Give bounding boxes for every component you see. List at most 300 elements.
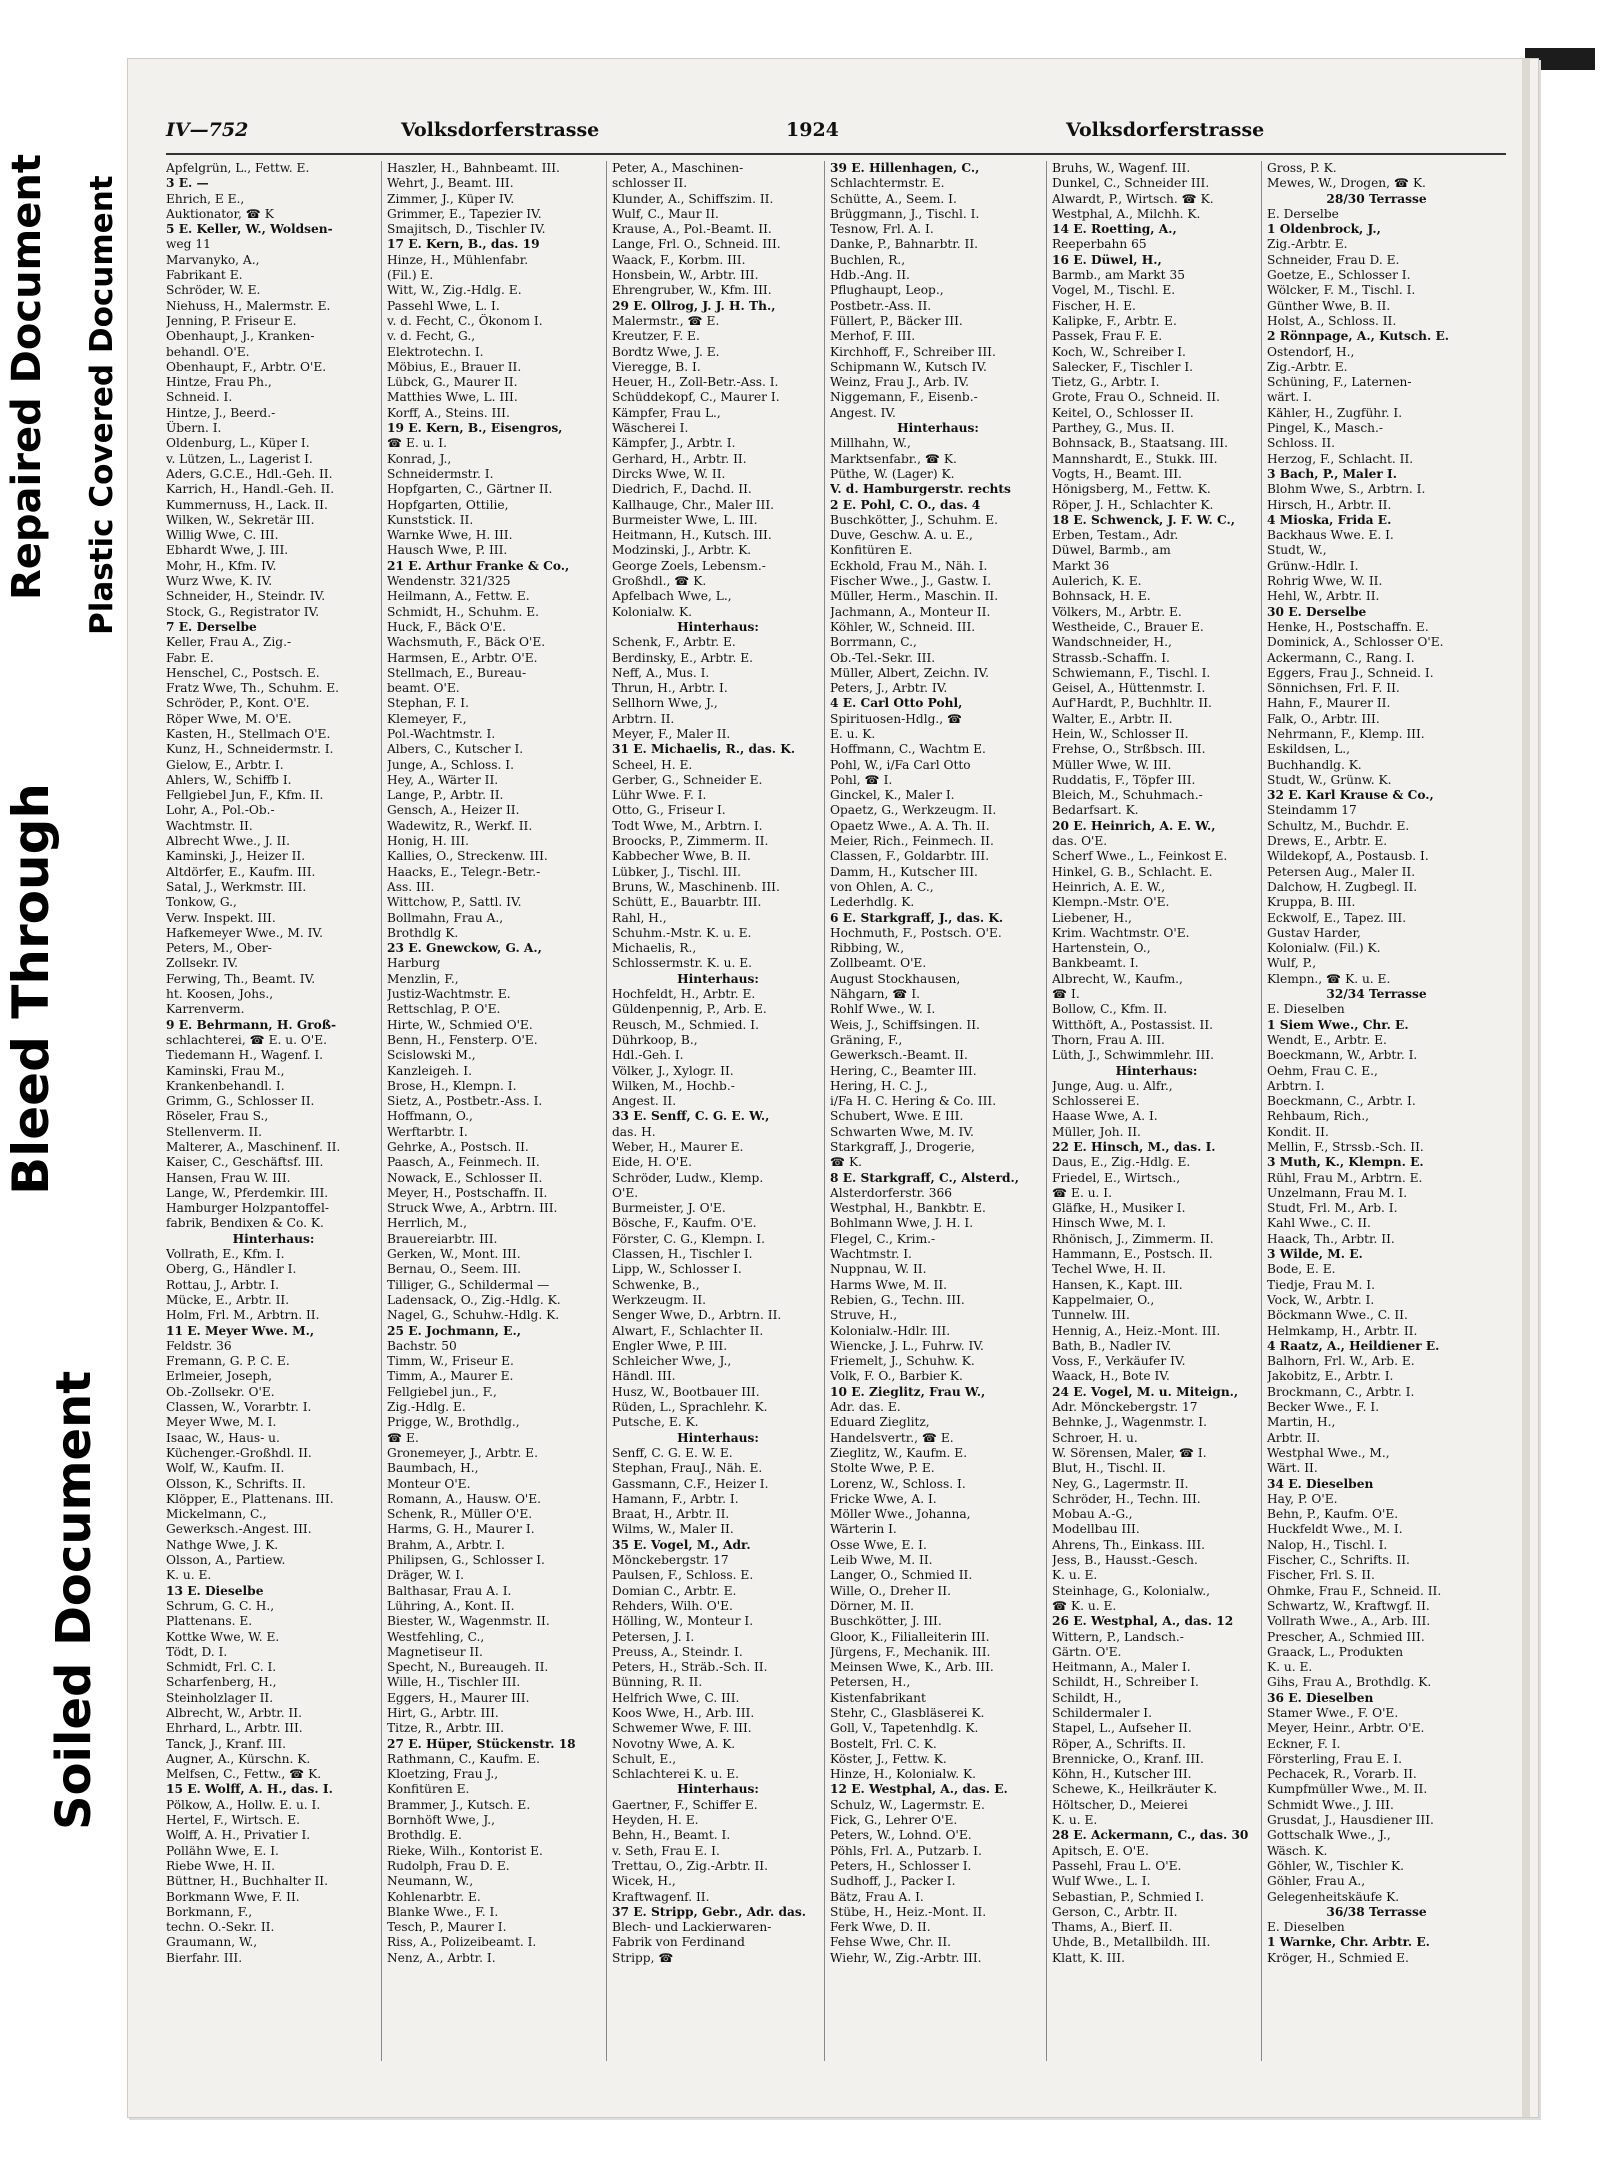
- directory-entry: Vollrath Wwe., A., Arb. III.: [1267, 1614, 1431, 1629]
- directory-entry: Ney, G., Lagermstr. II.: [1052, 1476, 1189, 1491]
- directory-entry: Kämpfer, Frau L.,: [612, 405, 721, 420]
- directory-entry: Wildekopf, A., Postausb. I.: [1267, 849, 1429, 864]
- directory-entry: Burmeister, J. O'E.: [612, 1201, 726, 1216]
- directory-entry: Zollsekr. IV.: [166, 956, 239, 971]
- directory-entry: V. d. Hamburgerstr. rechts: [830, 482, 1011, 497]
- directory-entry: 36/38 Terrasse: [1326, 1904, 1427, 1919]
- directory-entry: Rehbaum, Rich.,: [1267, 1109, 1369, 1124]
- directory-entry: Haack, Th., Arbtr. II.: [1267, 1231, 1395, 1246]
- directory-entry: Hdl.-Geh. I.: [612, 1048, 684, 1063]
- directory-entry: Bollow, C., Kfm. II.: [1052, 1002, 1168, 1017]
- directory-entry: Schroer, H. u.: [1052, 1430, 1138, 1445]
- directory-entry: Kabbecher Wwe, B. II.: [612, 849, 751, 864]
- directory-entry: Kanzleigeh. I.: [387, 1063, 472, 1078]
- directory-entry: Gräning, F.,: [830, 1032, 903, 1047]
- directory-entry: Damm, H., Kutscher III.: [830, 864, 978, 879]
- directory-entry: Braat, H., Arbtr. II.: [612, 1507, 730, 1522]
- directory-entry: ☎ K. u. E.: [1052, 1598, 1117, 1613]
- directory-entry: Romann, A., Hausw. O'E.: [387, 1491, 542, 1506]
- directory-entry: Hansen, K., Kapt. III.: [1052, 1277, 1183, 1292]
- directory-entry: Studt, W., Grünw. K.: [1267, 772, 1392, 787]
- directory-entry: Peters, W., Lohnd. O'E.: [830, 1828, 972, 1843]
- directory-entry: Gottschalk Wwe., J.,: [1267, 1828, 1391, 1843]
- directory-entry: Hönigsberg, M., Fettw. K.: [1052, 482, 1211, 497]
- directory-entry: Schwemer Wwe, F. III.: [612, 1721, 752, 1736]
- directory-entry: Passehl Wwe, L. I.: [387, 298, 500, 313]
- directory-entry: Ohmke, Frau F., Schneid. II.: [1267, 1583, 1442, 1598]
- directory-entry: Kunz, H., Schneidermstr. I.: [166, 742, 334, 757]
- directory-entry: Hamann, F., Arbtr. I.: [612, 1491, 739, 1506]
- directory-entry: Gelegenheitskäufe K.: [1267, 1889, 1400, 1904]
- directory-entry: Koch, W., Schreiber I.: [1052, 344, 1186, 359]
- directory-entry: Jenning, P. Friseur E.: [166, 313, 297, 328]
- directory-entry: Behn, P., Kaufm. O'E.: [1267, 1507, 1399, 1522]
- directory-entry: Niehuss, H., Malermstr. E.: [166, 298, 331, 313]
- directory-entry: Pflughaupt, Leop.,: [830, 283, 944, 298]
- directory-entry: Kähler, H., Zugführ. I.: [1267, 405, 1403, 420]
- directory-entry: Jakobitz, E., Arbtr. I.: [1267, 1369, 1394, 1384]
- directory-entry: Smajitsch, D., Tischler IV.: [387, 222, 546, 237]
- directory-entry: Bleich, M., Schuhmach.-: [1052, 788, 1203, 803]
- directory-entry: Zig.-Arbtr. E.: [1267, 237, 1348, 252]
- directory-entry: Eide, H. O'E.: [612, 1155, 693, 1170]
- directory-entry: 3 Muth, K., Klempn. E.: [1267, 1155, 1424, 1170]
- directory-entry: Spirituosen-Hdlg., ☎: [830, 711, 963, 726]
- directory-entry: 32/34 Terrasse: [1326, 987, 1427, 1002]
- directory-entry: Wendt, E., Arbtr. E.: [1267, 1032, 1387, 1047]
- directory-entry: Buschkötter, J., Schuhm. E.: [830, 512, 999, 527]
- directory-entry: Vogts, H., Beamt. III.: [1052, 466, 1182, 481]
- directory-entry: 7 E. Derselbe: [166, 619, 257, 634]
- directory-entry: 31 E. Michaelis, R., das. K.: [612, 742, 796, 757]
- directory-entry: Nuppnau, W. II.: [830, 1262, 927, 1277]
- directory-entry: Bath, B., Nadler IV.: [1052, 1338, 1172, 1353]
- directory-entry: Krankenbehandl. I.: [166, 1078, 285, 1093]
- directory-entry: Stapel, L., Aufseher II.: [1052, 1721, 1192, 1736]
- directory-entry: Starkgraff, J., Drogerie,: [830, 1140, 975, 1154]
- directory-entry: Wolf, W., Kaufm. II.: [166, 1461, 285, 1476]
- directory-entry: Heilmann, A., Fettw. E.: [387, 589, 530, 604]
- directory-entry: Elektrotechn. I.: [387, 344, 484, 359]
- directory-entry: 26 E. Westphal, A., das. 12: [1052, 1614, 1234, 1629]
- directory-entry: Henschel, C., Postsch. E.: [166, 665, 320, 680]
- directory-entry: Volk, F. O., Barbier K.: [830, 1369, 963, 1384]
- directory-entry: Lange, Frl. O., Schneid. III.: [612, 237, 781, 252]
- directory-entry: Schuhm.-Mstr. K. u. E.: [612, 925, 752, 940]
- directory-entry: E. Dieselben: [1267, 1002, 1345, 1017]
- side-labels-strip: [0, 0, 125, 2177]
- directory-entry: Blanke Wwe., F. I.: [387, 1904, 499, 1919]
- directory-entry: Schubert, Wwe. E III.: [830, 1109, 964, 1124]
- directory-entry: Salecker, F., Tischler I.: [1052, 359, 1194, 374]
- directory-entry: Bachstr. 50: [387, 1338, 457, 1353]
- directory-entry: Parthey, G., Mus. II.: [1052, 421, 1175, 436]
- directory-entry: Albrecht, W., Arbtr. II.: [166, 1705, 302, 1720]
- directory-entry: Hering, C., Beamter III.: [830, 1063, 977, 1078]
- directory-entry: Sebastian, P., Schmied I.: [1052, 1889, 1204, 1904]
- directory-entry: Schröder, H., Techn. III.: [1052, 1491, 1201, 1506]
- directory-entry: Hochfeldt, H., Arbtr. E.: [612, 987, 756, 1002]
- directory-entry: Prigge, W., Brothdlg.,: [387, 1415, 520, 1430]
- directory-entry: Klatt, K. III.: [1052, 1950, 1125, 1965]
- directory-entry: Niggemann, F., Eisenb.-: [830, 390, 978, 405]
- directory-entry: Hertel, F., Wirtsch. E.: [166, 1813, 300, 1828]
- directory-entry: Danke, P., Bahnarbtr. II.: [830, 237, 979, 252]
- directory-entry: Klemeyer, F.,: [387, 711, 467, 726]
- directory-entry: Senff, C. G. E. W. E.: [612, 1445, 733, 1460]
- directory-entry: O'E.: [612, 1185, 639, 1200]
- directory-column-1: [166, 161, 381, 2061]
- side-label-repaired: Repaired Document: [4, 154, 50, 600]
- directory-entry: Techel Wwe, H. II.: [1052, 1262, 1166, 1277]
- directory-entry: Schlossermstr. K. u. E.: [612, 956, 752, 971]
- directory-entry: Sietz, A., Postbetr.-Ass. I.: [387, 1094, 543, 1109]
- directory-entry: Martin, H.,: [1267, 1415, 1336, 1430]
- directory-entry: Reusch, M., Schmied. I.: [612, 1017, 759, 1032]
- directory-entry: Petersen, H.,: [830, 1675, 911, 1690]
- directory-entry: ht. Koosen, Johs.,: [166, 987, 274, 1002]
- directory-entry: Dircks Wwe, W. II.: [612, 466, 726, 481]
- directory-entry: Müller, Joh. II.: [1052, 1124, 1141, 1139]
- directory-entry: Wittern, P., Landsch.-: [1052, 1629, 1184, 1644]
- directory-entry: Gielow, E., Arbtr. I.: [166, 757, 284, 772]
- directory-entry: Kohlenarbtr. E.: [387, 1889, 481, 1904]
- directory-entry: Hinterhaus:: [677, 1782, 759, 1797]
- directory-entry: Ruddatis, F., Töpfer III.: [1052, 772, 1196, 787]
- directory-entry: Jachmann, A., Monteur II.: [830, 604, 991, 619]
- directory-entry: Wäscherei I.: [612, 421, 689, 436]
- directory-entry: Thorn, Frau A. III.: [1052, 1032, 1165, 1047]
- directory-entry: Ehrengruber, W., Kfm. III.: [612, 283, 772, 298]
- directory-entry: Studt, W.,: [1267, 543, 1327, 558]
- directory-entry: Westphal Wwe., M.,: [1267, 1445, 1390, 1460]
- directory-entry: Müller Wwe, W. III.: [1052, 757, 1172, 772]
- directory-entry: Scislowski M.,: [387, 1048, 476, 1063]
- directory-entry: Goll, V., Tapetenhdlg. K.: [830, 1721, 979, 1736]
- directory-entry: Neff, A., Mus. I.: [612, 665, 710, 680]
- directory-entry: Ahlers, W., Schiffb I.: [166, 772, 292, 787]
- directory-entry: 3 Wilde, M. E.: [1267, 1247, 1363, 1262]
- directory-entry: Lühr Wwe. F. I.: [612, 788, 707, 803]
- directory-entry: Boeckmann, C., Arbtr. I.: [1267, 1094, 1416, 1109]
- directory-entry: Röper, J. H., Schlachter K.: [1052, 497, 1214, 512]
- directory-entry: wärt. I.: [1267, 390, 1312, 405]
- directory-entry: Riss, A., Polizeibeamt. I.: [387, 1935, 537, 1950]
- directory-entry: Arbtr. II.: [1267, 1430, 1321, 1445]
- directory-entry: 4 E. Carl Otto Pohl,: [830, 696, 963, 711]
- directory-entry: Bernau, O., Seem. III.: [387, 1262, 522, 1277]
- directory-entry: ☎ E. u. I.: [387, 436, 447, 451]
- directory-entry: 33 E. Senff, C. G. E. W.,: [612, 1109, 770, 1124]
- directory-entry: Grusdat, J., Hausdiener III.: [1267, 1813, 1434, 1828]
- directory-entry: Kistenfabrikant: [830, 1690, 926, 1705]
- directory-entry: Alsterdorferstr. 366: [830, 1185, 953, 1200]
- directory-entry: weg 11: [166, 237, 211, 252]
- directory-entry: Wachtmstr. II.: [166, 818, 253, 833]
- directory-entry: Tanck, J., Kranf. III.: [166, 1736, 287, 1751]
- directory-entry: Bohnsack, B., Staatsang. III.: [1052, 436, 1228, 451]
- directory-entry: Malermstr., ☎ E.: [612, 313, 720, 328]
- directory-entry: Sönnichsen, Frl. F. II.: [1267, 681, 1400, 696]
- directory-entry: Obenhaupt, J., Kranken-: [166, 329, 315, 344]
- directory-entry: Hinterhaus:: [677, 971, 759, 986]
- directory-entry: Brothdlg. E.: [387, 1828, 462, 1843]
- directory-entry: Justiz-Wachtmstr. E.: [387, 987, 511, 1002]
- directory-entry: Schipmann W., Kutsch IV.: [830, 359, 987, 374]
- directory-entry: Modellbau III.: [1052, 1522, 1140, 1537]
- directory-entry: Gloor, K., Filialleiterin III.: [830, 1629, 990, 1644]
- directory-entry: Kolonialw. K.: [612, 604, 692, 619]
- directory-entry: 20 E. Heinrich, A. E. W.,: [1052, 818, 1216, 833]
- directory-entry: schlosser II.: [612, 176, 688, 191]
- directory-entry: Junge, Aug. u. Alfr.,: [1052, 1078, 1173, 1093]
- directory-entry: Nagel, G., Schuhw.-Hdlg. K.: [387, 1308, 560, 1323]
- directory-entry: Malterer, A., Maschinenf. II.: [166, 1140, 341, 1154]
- directory-entry: Küchenger.-Großhdl. II.: [166, 1445, 312, 1460]
- directory-entry: Fratz Wwe, Th., Schuhm. E.: [166, 681, 340, 696]
- directory-entry: Bostelt, Frl. C. K.: [830, 1736, 937, 1751]
- directory-entry: Stübe, H., Heiz.-Mont. II.: [830, 1904, 987, 1919]
- directory-entry: Peters, H., Sträb.-Sch. II.: [612, 1660, 768, 1675]
- directory-entry: Lange, W., Pferdemkir. III.: [166, 1185, 329, 1200]
- directory-entry: Isaac, W., Haus- u.: [166, 1430, 280, 1445]
- directory-entry: Nähgarn, ☎ I.: [830, 987, 921, 1002]
- directory-entry: Wurz Wwe, K. IV.: [166, 574, 273, 589]
- directory-entry: Keitel, O., Schlosser II.: [1052, 405, 1194, 420]
- directory-entry: 25 E. Jochmann, E.,: [387, 1323, 521, 1338]
- directory-entry: Konrad, J.,: [387, 451, 452, 466]
- directory-entry: Monteur O'E.: [387, 1476, 471, 1491]
- directory-entry: das. H.: [612, 1124, 656, 1139]
- directory-entry: ☎ I.: [1052, 987, 1080, 1002]
- directory-entry: Hinkel, G. B., Schlacht. E.: [1052, 864, 1213, 879]
- directory-entry: 28 E. Ackermann, C., das. 30: [1052, 1828, 1249, 1843]
- directory-entry: Rohrig Wwe, W. II.: [1267, 574, 1383, 589]
- directory-entry: Karrenverm.: [166, 1002, 245, 1017]
- directory-entry: (Fil.) E.: [387, 268, 434, 283]
- directory-entry: Fabr. E.: [166, 650, 214, 665]
- directory-entry: Gerhard, H., Arbtr. II.: [612, 451, 747, 466]
- directory-entry: E. u. K.: [830, 726, 876, 741]
- directory-entry: v. d. Fecht, C., Ökonom I.: [387, 313, 543, 328]
- directory-entry: Hoffmann, C., Wachtm E.: [830, 742, 986, 757]
- directory-entry: ☎ E. u. I.: [1052, 1185, 1112, 1200]
- directory-entry: Schmidt, H., Schuhm. E.: [387, 604, 539, 619]
- directory-entry: Specht, N., Bureaugeh. II.: [387, 1660, 549, 1675]
- directory-entry: Angest. II.: [612, 1094, 677, 1109]
- directory-entry: Eckwolf, E., Tapez. III.: [1267, 910, 1407, 925]
- directory-entry: Rohlf Wwe., W. I.: [830, 1002, 936, 1017]
- directory-entry: Verw. Inspekt. III.: [166, 910, 276, 925]
- directory-entry: Harms Wwe, M. II.: [830, 1277, 948, 1292]
- directory-entry: Ob.-Tel.-Sekr. III.: [830, 650, 936, 665]
- directory-entry: Willig Wwe, C. III.: [166, 528, 279, 543]
- directory-entry: 4 Raatz, A., Heildiener E.: [1267, 1338, 1440, 1353]
- directory-entry: Hartenstein, O.,: [1052, 941, 1151, 956]
- directory-entry: Westheide, C., Brauer E.: [1052, 619, 1204, 634]
- directory-entry: Rahl, H.,: [612, 910, 667, 925]
- directory-entry: Wilken, M., Hochb.-: [612, 1078, 735, 1093]
- directory-entry: Huckfeldt Wwe., M. I.: [1267, 1522, 1403, 1537]
- directory-entry: Fischer, H. E.: [1052, 298, 1136, 313]
- directory-entry: 10 E. Zieglitz, Frau W.,: [830, 1384, 986, 1399]
- directory-entry: Zollbeamt. O'E.: [830, 956, 927, 971]
- directory-entry: Friedel, E., Wirtsch.,: [1052, 1170, 1181, 1185]
- directory-entry: Rottau, J., Arbtr. I.: [166, 1277, 279, 1292]
- directory-entry: 4 Mioska, Frida E.: [1267, 512, 1392, 527]
- directory-entry: Schlosserei E.: [1052, 1094, 1140, 1109]
- directory-entry: 39 E. Hillenhagen, C.,: [830, 161, 980, 175]
- directory-entry: Gustav Harder,: [1267, 925, 1361, 940]
- directory-entry: Oberg, G., Händler I.: [166, 1262, 297, 1277]
- directory-entry: Rudolph, Frau D. E.: [387, 1858, 510, 1873]
- directory-entry: Pohl, W., i/Fa Carl Otto: [830, 757, 971, 772]
- directory-entry: Schmidt Wwe., J. III.: [1267, 1797, 1394, 1812]
- directory-entry: Bünning, R. II.: [612, 1675, 703, 1690]
- directory-entry: Hirte, W., Schmied O'E.: [387, 1017, 533, 1032]
- directory-entry: Otto, G., Friseur I.: [612, 803, 726, 818]
- directory-entry: Händl. III.: [612, 1369, 676, 1384]
- directory-entry: Heuer, H., Zoll-Betr.-Ass. I.: [612, 375, 779, 390]
- directory-entry: Nenz, A., Arbtr. I.: [387, 1950, 496, 1965]
- directory-entry: Mellin, F., Strssb.-Sch. II.: [1267, 1140, 1424, 1154]
- directory-entry: 13 E. Dieselbe: [166, 1583, 264, 1598]
- directory-entry: Wulf, P.,: [1267, 956, 1317, 971]
- directory-entry: Domian C., Arbtr. E.: [612, 1583, 737, 1598]
- directory-entry: Hirt, G., Arbtr. III.: [387, 1705, 499, 1720]
- directory-entry: techn. O.-Sekr. II.: [166, 1920, 275, 1935]
- directory-entry: Helfrich Wwe, C. III.: [612, 1690, 740, 1705]
- directory-entry: Meyer Wwe, M. I.: [166, 1415, 277, 1430]
- directory-entry: Kaiser, C., Geschäftsf. III.: [166, 1155, 324, 1170]
- directory-entry: Plattenans. E.: [166, 1614, 253, 1629]
- directory-entry: Hein, W., Schlosser II.: [1052, 726, 1189, 741]
- directory-entry: Waack, H., Bote IV.: [1052, 1369, 1170, 1384]
- directory-entry: K. u. E.: [1052, 1813, 1098, 1828]
- directory-entry: Bordtz Wwe, J. E.: [612, 344, 720, 359]
- directory-entry: Albers, C., Kutscher I.: [387, 742, 524, 757]
- directory-entry: Tilliger, G., Schildermal —: [387, 1277, 550, 1292]
- directory-entry: Fellgiebel jun., F.,: [387, 1384, 497, 1399]
- directory-entry: Wiehr, W., Zig.-Arbtr. III.: [830, 1950, 982, 1965]
- directory-entry: Reeperbahn 65: [1052, 237, 1147, 252]
- directory-entry: Schüddekopf, C., Maurer I.: [612, 390, 780, 405]
- directory-entry: 29 E. Ollrog, J. J. H. Th.,: [612, 298, 776, 313]
- directory-entry: Klunder, A., Schiffszim. II.: [612, 191, 774, 206]
- side-label-soiled: Soiled Document: [46, 1370, 102, 1830]
- directory-entry: Gerber, G., Schneider E.: [612, 772, 763, 787]
- directory-entry: Aulerich, K. E.: [1052, 574, 1142, 589]
- directory-entry: Wehrt, J., Beamt. III.: [387, 176, 514, 191]
- directory-entry: Mewes, W., Drogen, ☎ K.: [1267, 176, 1426, 191]
- directory-entry: Kallies, O., Streckenw. III.: [387, 849, 548, 864]
- directory-entry: Kottke Wwe, W. E.: [166, 1629, 280, 1644]
- directory-entry: Putsche, E. K.: [612, 1415, 699, 1430]
- directory-entry: Gross, P. K.: [1267, 161, 1337, 175]
- directory-entry: schlachterei, ☎ E. u. O'E.: [166, 1032, 327, 1047]
- directory-entry: Gerson, C., Arbtr. II.: [1052, 1904, 1178, 1919]
- directory-entry: Hopfgarten, Ottilie,: [387, 497, 509, 512]
- directory-entry: Krim. Wachtmstr. O'E.: [1052, 925, 1190, 940]
- directory-entry: 9 E. Behrmann, H. Groß-: [166, 1017, 337, 1032]
- directory-entry: Düwel, Barmb., am: [1052, 543, 1171, 558]
- directory-entry: 11 E. Meyer Wwe. M.,: [166, 1323, 315, 1338]
- directory-entry: Lange, P., Arbtr. II.: [387, 788, 504, 803]
- directory-entry: Arbtrn. II.: [612, 711, 675, 726]
- directory-entry: Albrecht, W., Kaufm.,: [1052, 971, 1183, 986]
- directory-entry: Goetze, E., Schlosser I.: [1267, 268, 1411, 283]
- directory-entry: Strassb.-Schaffn. I.: [1052, 650, 1170, 665]
- directory-entry: 30 E. Derselbe: [1267, 604, 1367, 619]
- directory-entry: Buchlen, R.,: [830, 252, 906, 267]
- directory-entry: Rüden, L., Sprachlehr. K.: [612, 1400, 768, 1415]
- directory-entry: Boeckmann, W., Arbtr. I.: [1267, 1048, 1418, 1063]
- directory-entry: Menzlin, F.,: [387, 971, 459, 986]
- directory-entry: Wadewitz, R., Werkf. II.: [387, 818, 533, 833]
- directory-entry: 2 E. Pohl, C. O., das. 4: [830, 497, 981, 512]
- directory-entry: Stripp, ☎: [612, 1950, 674, 1965]
- directory-entry: Pingel, K., Masch.-: [1267, 421, 1384, 436]
- directory-entry: 18 E. Schwenck, J. F. W. C.,: [1052, 512, 1235, 527]
- directory-entry: Vollrath, E., Kfm. I.: [166, 1247, 285, 1262]
- directory-entry: Stock, G., Registrator IV.: [166, 604, 320, 619]
- directory-entry: Böckmann Wwe., C. II.: [1267, 1308, 1408, 1323]
- directory-entry: Fremann, G. P. C. E.: [166, 1354, 290, 1369]
- directory-entry: Pölkow, A., Hollw. E. u. I.: [166, 1797, 321, 1812]
- directory-entry: Leib Wwe, M. II.: [830, 1553, 933, 1568]
- directory-entry: Hinterhaus:: [897, 421, 979, 436]
- directory-entry: 21 E. Arthur Franke & Co.,: [387, 558, 570, 573]
- directory-entry: Arbtrn. I.: [1267, 1078, 1325, 1093]
- directory-entry: Petersen, J. I.: [612, 1629, 695, 1644]
- directory-entry: Rathmann, C., Kaufm. E.: [387, 1751, 541, 1766]
- directory-entry: Fabrikant E.: [166, 268, 243, 283]
- directory-entry: Hintze, Frau Ph.,: [166, 375, 272, 390]
- directory-entry: Röper Wwe, M. O'E.: [166, 711, 292, 726]
- directory-entry: ☎ K.: [830, 1155, 863, 1170]
- directory-entry: Melfsen, C., Fettw., ☎ K.: [166, 1767, 322, 1782]
- directory-entry: Markt 36: [1052, 558, 1110, 573]
- directory-entry: Henke, H., Postschaffn. E.: [1267, 619, 1429, 634]
- directory-entry: Borrmann, C.,: [830, 635, 917, 650]
- directory-entry: Schmidt, Frl. C. I.: [166, 1660, 277, 1675]
- page-header: [166, 119, 1361, 153]
- directory-entry: Vogel, M., Tischl. E.: [1052, 283, 1176, 298]
- directory-entry: Hahn, F., Maurer II.: [1267, 696, 1391, 711]
- side-label-bleed-through: Bleed Through: [2, 783, 60, 1195]
- directory-entry: Werftarbtr. I.: [387, 1124, 468, 1139]
- side-label-plastic-covered: Plastic Covered Document: [84, 175, 120, 635]
- directory-entry: Balthasar, Frau A. I.: [387, 1583, 512, 1598]
- directory-entry: Unzelmann, Frau M. I.: [1267, 1185, 1408, 1200]
- directory-entry: Röseler, Frau S.,: [166, 1109, 269, 1124]
- directory-entry: Pol.-Wachtmstr. I.: [387, 726, 496, 741]
- directory-entry: Schröder, P., Kont. O'E.: [166, 696, 310, 711]
- directory-entry: Göhler, Frau A.,: [1267, 1874, 1366, 1889]
- directory-entry: Eckner, F. I.: [1267, 1736, 1341, 1751]
- directory-entry: Gehrke, A., Postsch. II.: [387, 1140, 529, 1154]
- directory-entry: Rettschlag, P. O'E.: [387, 1002, 501, 1017]
- directory-entry: Füllert, P., Bäcker III.: [830, 313, 963, 328]
- directory-entry: Stephan, F. I.: [387, 696, 469, 711]
- directory-entry: Riebe Wwe, H. II.: [166, 1858, 275, 1873]
- directory-entry: Wille, H., Tischler III.: [387, 1675, 521, 1690]
- directory-entry: Schwiemann, F., Tischl. I.: [1052, 665, 1211, 680]
- directory-entry: Hopfgarten, C., Gärtner II.: [387, 482, 553, 497]
- directory-entry: Koos Wwe, H., Arb. III.: [612, 1705, 755, 1720]
- directory-entry: Meyer, H., Postschaffn. II.: [387, 1185, 548, 1200]
- directory-entry: Passehl, Frau L. O'E.: [1052, 1858, 1182, 1873]
